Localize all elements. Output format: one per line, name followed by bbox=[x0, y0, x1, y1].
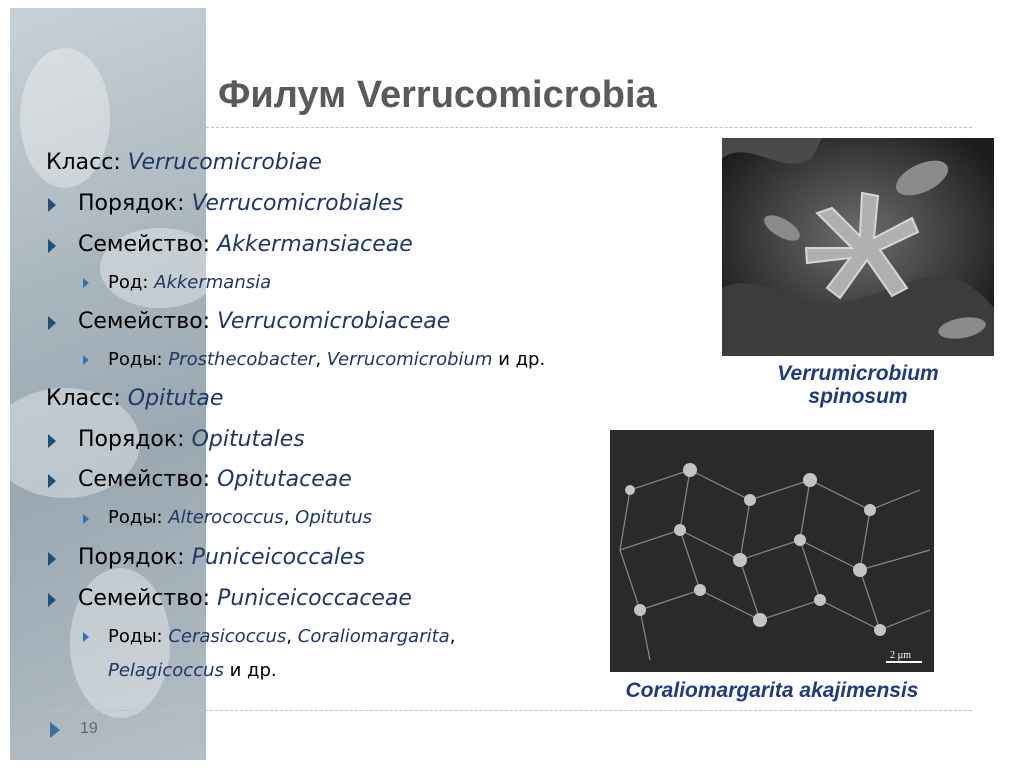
order-label: Порядок: bbox=[78, 427, 185, 452]
bullet-icon bbox=[48, 198, 56, 212]
separator: , bbox=[283, 507, 290, 528]
genus-label: Род: bbox=[108, 272, 149, 293]
genera-line-3 bbox=[108, 507, 372, 528]
class-label: Класс: bbox=[46, 150, 121, 175]
bullet-icon bbox=[83, 632, 89, 642]
family-label: Семейство: bbox=[78, 309, 211, 334]
class-label: Класс: bbox=[46, 386, 121, 411]
genus-name: Pelagicoccus bbox=[108, 660, 224, 681]
genera-line-4-continued bbox=[108, 660, 277, 681]
genus-name: Coraliomargarita bbox=[297, 626, 450, 647]
bullet-icon bbox=[83, 278, 89, 288]
genus-name: Cerasicoccus bbox=[168, 626, 287, 647]
caption-line: spinosum bbox=[808, 385, 908, 408]
bullet-icon bbox=[83, 355, 89, 365]
genus-line-1 bbox=[108, 272, 271, 293]
family-line-2 bbox=[78, 309, 450, 334]
slide-title: Филум Verrucomicrobia bbox=[218, 74, 657, 116]
class-line-2 bbox=[46, 386, 223, 411]
genus-name: Opitutus bbox=[295, 507, 373, 528]
genus-name: Prosthecobacter bbox=[168, 349, 316, 370]
genus-name: Verrucomicrobium bbox=[326, 349, 493, 370]
micrograph-verrucomicrobium bbox=[722, 138, 994, 356]
bullet-icon bbox=[48, 316, 56, 330]
family-line-4 bbox=[78, 586, 412, 611]
family-name: Opitutaceae bbox=[217, 467, 352, 492]
bottom-image-caption: Coraliomargarita akajimensis bbox=[625, 679, 919, 702]
class-line-1 bbox=[46, 150, 322, 175]
genera-label: Роды: bbox=[108, 507, 163, 528]
family-label: Семейство: bbox=[78, 232, 211, 257]
family-label: Семейство: bbox=[78, 467, 211, 492]
top-image-caption bbox=[722, 362, 994, 408]
micrograph-image bbox=[722, 138, 994, 356]
genera-line-4 bbox=[108, 626, 455, 647]
order-line-3 bbox=[78, 545, 365, 570]
caption-line: Verrumicrobium bbox=[777, 362, 939, 385]
genus-name: Akkermansia bbox=[154, 272, 272, 293]
family-name: Puniceicoccaceae bbox=[217, 586, 412, 611]
etc-suffix: и др. bbox=[498, 349, 546, 370]
title-divider bbox=[206, 127, 972, 128]
order-label: Порядок: bbox=[78, 191, 185, 216]
separator: , bbox=[315, 349, 322, 370]
order-name: Opitutales bbox=[191, 427, 305, 452]
order-line-1 bbox=[78, 191, 403, 216]
genus-name: Alterococcus bbox=[168, 507, 284, 528]
page-number: 19 bbox=[80, 720, 98, 737]
genera-label: Роды: bbox=[108, 626, 163, 647]
decorative-side-band bbox=[10, 8, 206, 760]
micrograph-coraliomargarita bbox=[610, 430, 934, 672]
family-line-1 bbox=[78, 232, 413, 257]
scale-bar-label: 2 µm bbox=[890, 650, 912, 661]
footer-divider bbox=[50, 710, 972, 711]
order-line-2 bbox=[78, 427, 305, 452]
order-label: Порядок: bbox=[78, 545, 185, 570]
order-name: Verrucomicrobiales bbox=[191, 191, 404, 216]
slide-marker-icon bbox=[50, 722, 60, 738]
micrograph-image bbox=[610, 430, 934, 672]
bullet-icon bbox=[83, 514, 89, 524]
genera-label: Роды: bbox=[108, 349, 163, 370]
class-name: Opitutae bbox=[127, 386, 224, 411]
bullet-icon bbox=[48, 593, 56, 607]
family-name: Verrucomicrobiaceae bbox=[217, 309, 451, 334]
bullet-icon bbox=[48, 552, 56, 566]
family-label: Семейство: bbox=[78, 586, 211, 611]
family-name: Akkermansiaceae bbox=[217, 232, 413, 257]
genera-line-2 bbox=[108, 349, 545, 370]
bullet-icon bbox=[48, 239, 56, 253]
family-line-3 bbox=[78, 467, 352, 492]
etc-suffix: и др. bbox=[229, 660, 277, 681]
class-name: Verrucomicrobiae bbox=[127, 150, 322, 175]
separator: , bbox=[286, 626, 293, 647]
separator: , bbox=[449, 626, 456, 647]
order-name: Puniceicoccales bbox=[191, 545, 365, 570]
bullet-icon bbox=[48, 474, 56, 488]
bullet-icon bbox=[48, 434, 56, 448]
